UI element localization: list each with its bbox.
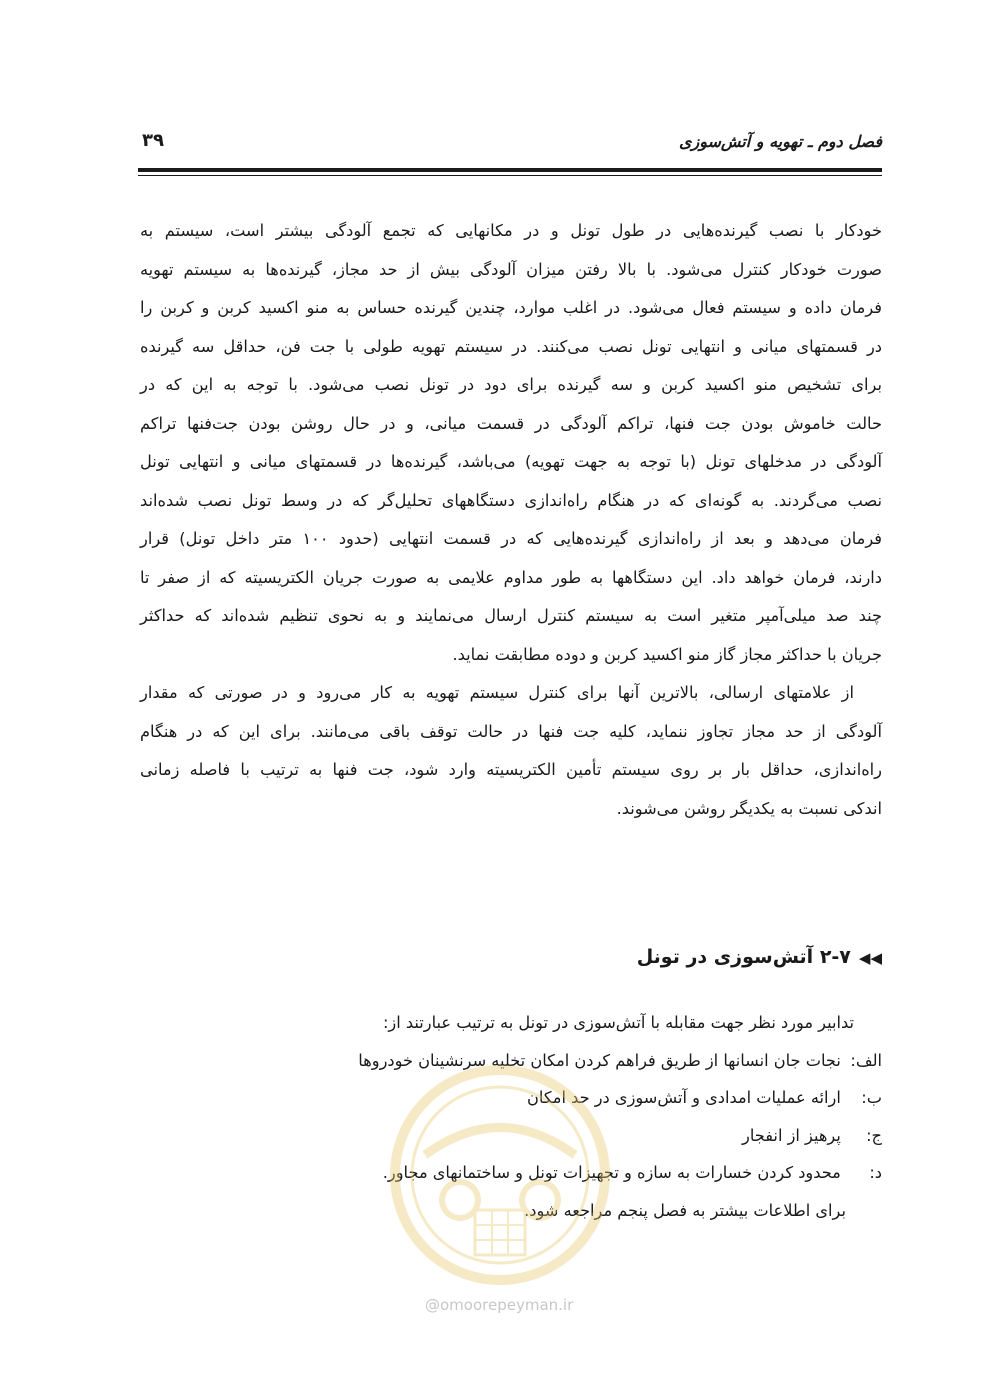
- watermark-logo: [385, 1060, 615, 1290]
- section-title: ۲-۷ آتش‌سوزی در تونل: [636, 946, 851, 968]
- list-item-tag: ب:: [861, 1088, 882, 1107]
- text-line: در قسمتهای میانی و انتهایی تونل نصب می‌کنند. در سیستم تهویه طولی با جت فن، حداقل سه گیرنده: [140, 336, 882, 356]
- running-title: فصل دوم ـ تهویه و آتش‌سوزی: [678, 132, 882, 151]
- text-line: فرمان داده و سیستم فعال می‌شود. در اغلب موارد، چندین گیرنده حساس به منو اکسید کربن و کربن را: [140, 298, 882, 317]
- list-item-tag: د:: [869, 1163, 882, 1182]
- text-line: آلودگی در مدخلهای تونل (با توجه به جهت تهویه) می‌باشد، گیرنده‌ها در قسمتهای میانی و انتهایی تونل: [140, 452, 882, 471]
- reference-note: برای اطلاعات بیشتر به فصل پنجم مراجعه شود.: [524, 1200, 846, 1220]
- list-item-text: ارائه عملیات امدادی و آتش‌سوزی در حد امکان: [527, 1088, 841, 1107]
- text-line: چند صد میلی‌آمپر متغیر است به سیستم کنترل ارسال می‌نمایند و به نحوی تنظیم شده‌اند که حداکثر: [140, 606, 882, 625]
- text-line: برای تشخیص منو اکسید کربن و سه گیرنده برای دود در تونل نصب می‌شود. با توجه به این که در: [140, 375, 882, 394]
- list-item-text: محدود کردن خسارات به سازه و تجهیزات تونل و ساختمانهای مجاور.: [382, 1163, 841, 1182]
- section-marker-icon: ◀◀: [858, 949, 882, 967]
- paragraph-1: [140, 212, 882, 674]
- text-line: جریان با حداکثر مجاز گاز منو اکسید کربن و دوده مطابقت نماید.: [452, 644, 882, 664]
- section-heading: [482, 946, 882, 968]
- text-line: صورت خودکار کنترل می‌شود. با بالا رفتن میزان آلودگی بیش از حد مجاز، گیرنده‌ها به سیستم تهویه: [140, 259, 882, 279]
- body-text: [140, 212, 882, 828]
- header-rule-thin: [138, 175, 882, 176]
- list-item-tag: ج:: [866, 1125, 882, 1145]
- text-line: آلودگی از حد مجاز تجاوز ننماید، کلیه جت فنها در حالت توقف باقی می‌مانند. برای این که در هنگام: [140, 721, 882, 741]
- header-rule-thick: [138, 168, 882, 172]
- text-line: نصب می‌گردند. به گونه‌ای که در هنگام راه‌اندازی دستگاههای تحلیل‌گر که در وسط تونل نصب شده‌اند: [140, 490, 882, 510]
- page-number: ۳۹: [142, 130, 164, 151]
- text-line: از علامتهای ارسالی، بالاترین آنها برای کنترل سیستم تهویه به کار می‌رود و در صورتی که مقدار: [140, 683, 854, 702]
- text-line: خودکار با نصب گیرنده‌هایی در طول تونل و در مکانهایی که تجمع آلودگی بیشتر است، سیستم به: [140, 221, 882, 240]
- text-line: دارند، فرمان خواهد داد. این دستگاهها به طور مداوم علایمی به صورت جریان الکتریسیته که از صفر تا: [140, 567, 882, 587]
- paragraph-2: [140, 674, 882, 828]
- text-line: حالت خاموش بودن جت فنها، تراکم آلودگی در قسمت میانی، و در حال روشن بودن جت‌فنها تراکم: [140, 413, 882, 433]
- watermark-caption: @omoorepeyman.ir: [425, 1296, 574, 1314]
- list-item-tag: الف:: [850, 1050, 882, 1070]
- list-item-text: نجات جان انسانها از طریق فراهم کردن امکان تخلیه سرنشینان خودروها: [358, 1050, 841, 1070]
- list-intro: تدابیر مورد نظر جهت مقابله با آتش‌سوزی در تونل به ترتیب عبارتند از:: [382, 1013, 854, 1032]
- text-line: فرمان می‌دهد و بعد از راه‌اندازی گیرنده‌هایی که در قسمت انتهایی (حدود ۱۰۰ متر داخل تونل) قرار: [140, 529, 882, 548]
- text-line: راه‌اندازی، حداقل بار بر روی سیستم تأمین الکتریسیته وارد شود، جت فنها به ترتیب با فاصله زمانی: [140, 760, 882, 779]
- running-header: [138, 128, 882, 164]
- text-line: اندکی نسبت به یکدیگر روشن می‌شوند.: [616, 798, 882, 818]
- list-item-text: پرهیز از انفجار: [742, 1125, 841, 1145]
